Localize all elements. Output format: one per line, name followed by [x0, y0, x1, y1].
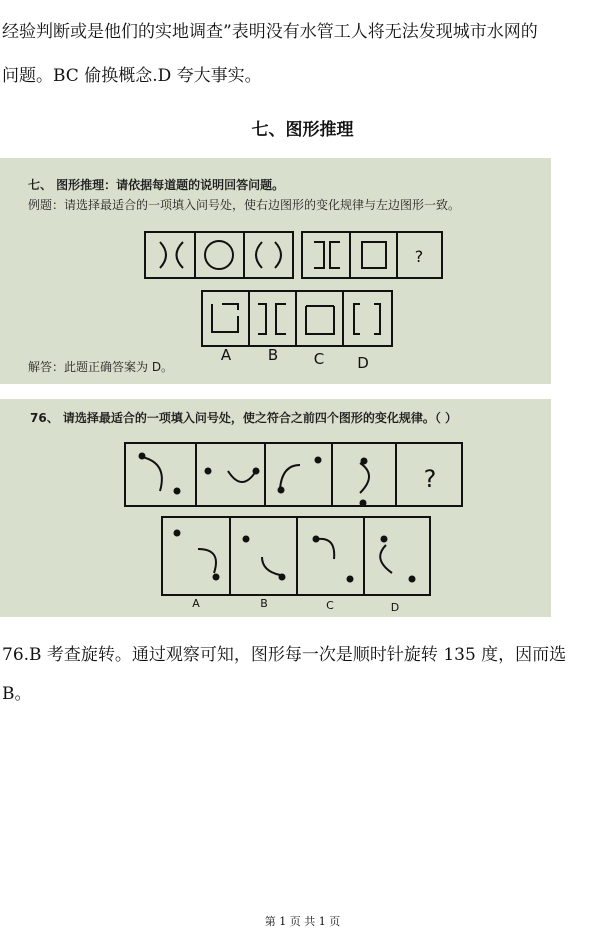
section-title: 七、图形推理	[251, 120, 354, 140]
question-76-text: 76、 请选择最适合的一项填入问号处，使之符合之前四个图形的变化规律。（ ）	[30, 411, 458, 425]
example-instruction: 例题：请选择最适合的一项填入问号处，使右边图形的变化规律与左边图形一致。	[28, 198, 461, 212]
answer-line-2: B。	[2, 684, 32, 704]
question-76-option-d: D	[390, 601, 400, 614]
question-76-option-a: A	[192, 597, 200, 610]
paragraph-line-1: 经验判断或是他们的实地调查”表明没有水管工人将无法发现城市水网的	[2, 22, 538, 42]
question-76-option-b: B	[260, 597, 268, 610]
question-76-question-mark: ?	[423, 465, 437, 493]
example-heading: 七、 图形推理：请依据每道题的说明回答问题。	[28, 178, 285, 192]
paragraph-line-2: 问题。BC 偷换概念.D 夸大事实。	[2, 66, 262, 86]
answer-line-1: 76.B 考查旋转。通过观察可知，图形每一次是顺时针旋转 135 度，因而选	[2, 645, 567, 665]
example-option-b: B	[267, 346, 279, 364]
example-question-mark: ?	[414, 247, 424, 266]
question-76-photo	[0, 399, 551, 617]
example-figures	[0, 158, 551, 384]
page-footer: 第 1 页 共 1 页	[264, 915, 341, 928]
example-photo	[0, 158, 551, 384]
sequence-row	[125, 443, 462, 506]
example-solution: 解答：此题正确答案为 D。	[28, 360, 174, 374]
question-76-figures	[0, 399, 551, 617]
example-option-a: A	[220, 346, 232, 364]
left-figure-row	[145, 232, 293, 278]
question-76-option-c: C	[326, 599, 334, 612]
example-option-c: C	[313, 350, 325, 368]
example-option-d: D	[357, 354, 369, 372]
